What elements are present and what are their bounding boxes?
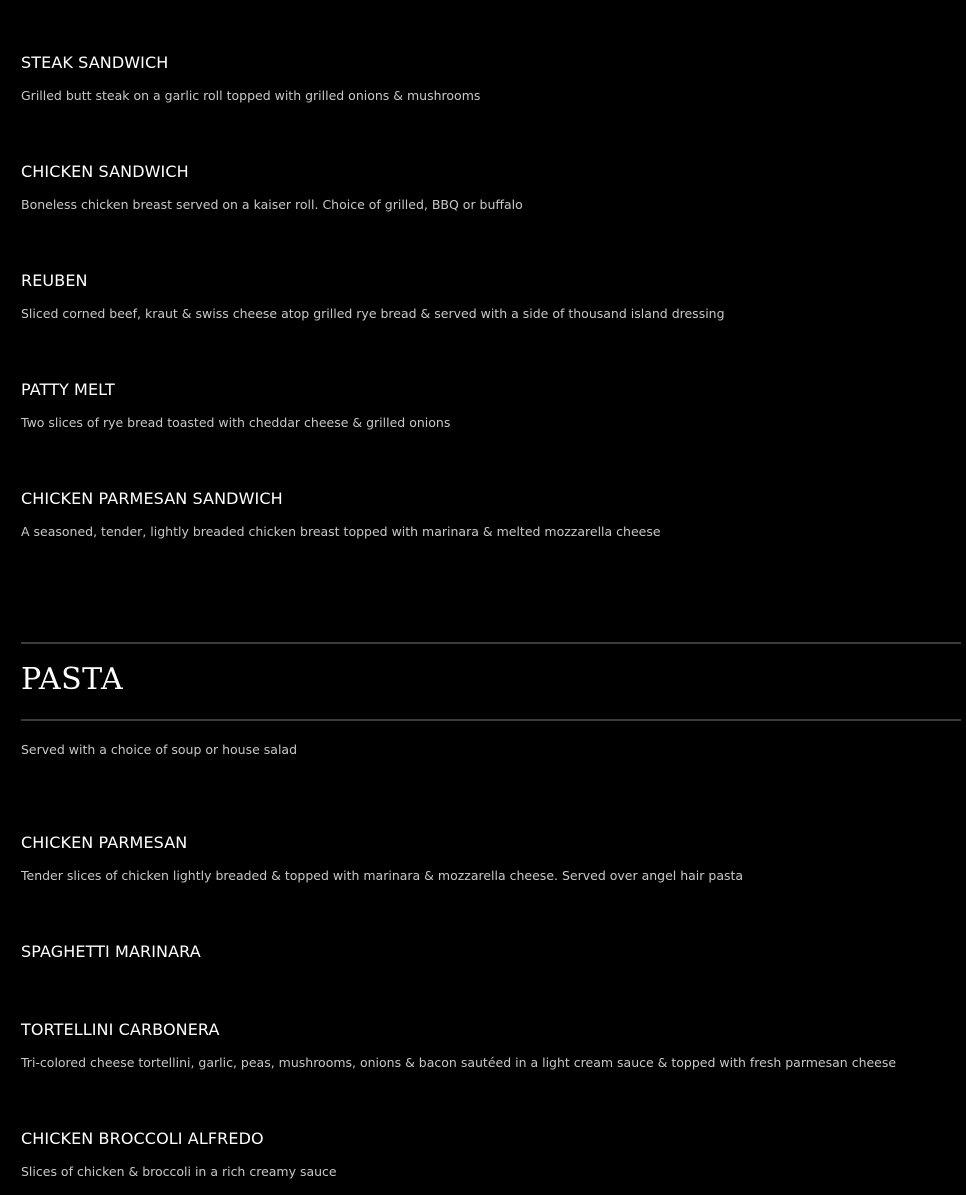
menu-item-description: Sliced corned beef, kraut & swiss cheese atop grilled rye bread & served with a side of thousand island dressing	[21, 306, 725, 321]
menu-item-name: CHICKEN BROCCOLI ALFREDO	[21, 1129, 264, 1148]
menu-item-description: Slices of chicken & broccoli in a rich creamy sauce	[21, 1164, 337, 1179]
menu-item-name: CHICKEN PARMESAN SANDWICH	[21, 489, 283, 508]
menu-item-name: REUBEN	[21, 271, 88, 290]
menu-item-description: Tri-colored cheese tortellini, garlic, peas, mushrooms, onions & bacon sautéed in a light cream sauce & topped with fresh parmesan cheese	[21, 1055, 897, 1070]
menu-item-description: Grilled butt steak on a garlic roll topped with grilled onions & mushrooms	[21, 88, 481, 103]
menu-item-name: SPAGHETTI MARINARA	[21, 942, 201, 961]
menu-item-description: Boneless chicken breast served on a kaiser roll. Choice of grilled, BBQ or buffalo	[21, 197, 523, 212]
menu-item-description: A seasoned, tender, lightly breaded chicken breast topped with marinara & melted mozzarella cheese	[21, 524, 661, 539]
menu-item-name: STEAK SANDWICH	[21, 53, 169, 72]
menu-item-name: CHICKEN PARMESAN	[21, 833, 188, 852]
section-divider-top	[21, 642, 961, 644]
section-divider-bottom	[21, 719, 961, 721]
section-title-pasta: PASTA	[21, 662, 124, 697]
menu-item-name: CHICKEN SANDWICH	[21, 162, 189, 181]
section-note: Served with a choice of soup or house salad	[21, 742, 298, 757]
menu-item-name: PATTY MELT	[21, 380, 115, 399]
menu-item-description: Tender slices of chicken lightly breaded & topped with marinara & mozzarella cheese. Served over angel hair pasta	[21, 868, 744, 883]
menu-item-name: TORTELLINI CARBONERA	[21, 1020, 220, 1039]
menu-item-description: Two slices of rye bread toasted with cheddar cheese & grilled onions	[21, 415, 451, 430]
